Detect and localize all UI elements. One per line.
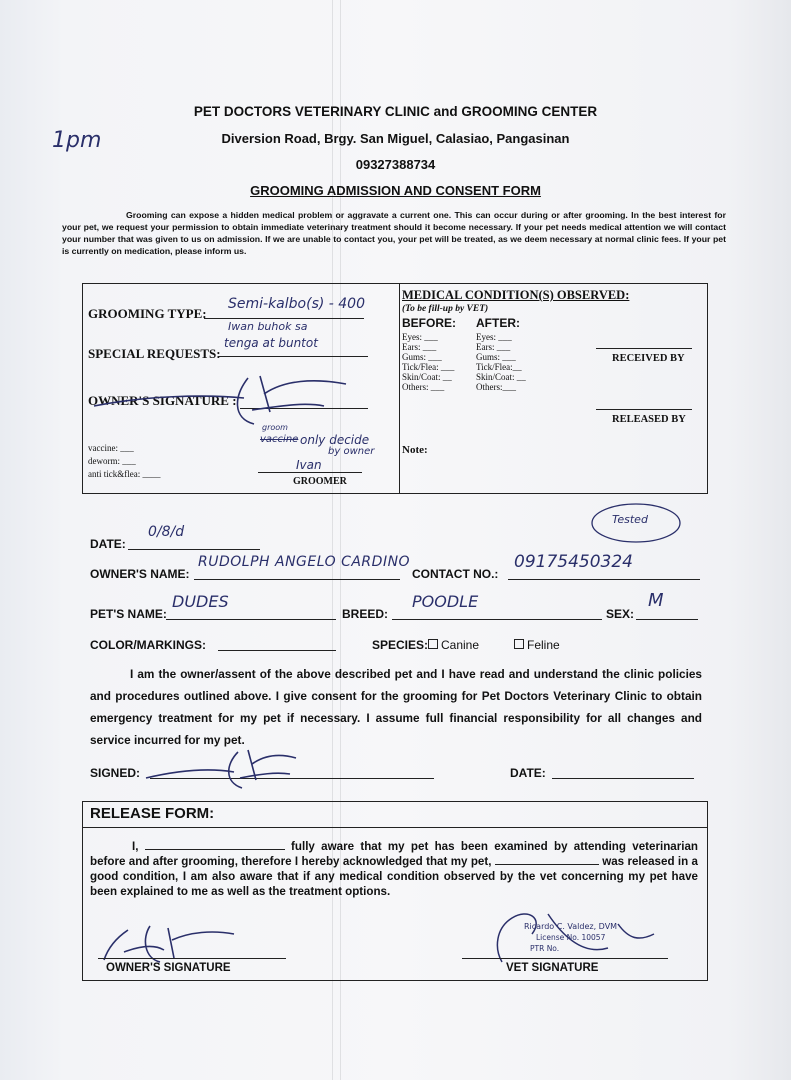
pet-name-label: PET'S NAME: (90, 607, 167, 621)
groomer-name: Ivan (296, 458, 322, 472)
vet-sig-label: VET SIGNATURE (506, 962, 599, 974)
owner-signature-label: OWNER'S SIGNATURE : (88, 393, 237, 408)
feline-checkbox[interactable] (514, 639, 524, 649)
before-ears: Ears: ___ (402, 342, 437, 352)
date-line (128, 549, 260, 550)
before-eyes: Eyes: ___ (402, 332, 438, 342)
sex-value: M (648, 590, 664, 611)
breed-label: BREED: (342, 607, 389, 621)
deworm-label: deworm: ___ (88, 456, 136, 466)
release-text-2: fully aware that my pet has been examined by attending veterinarian before and after grooming, therefore I hereby acknowledged that my pet, (90, 840, 698, 868)
note-by-owner: by owner (328, 446, 375, 457)
owner-name-line (194, 579, 400, 580)
form-title: GROOMING ADMISSION AND CONSENT FORM (250, 183, 541, 198)
release-paragraph (90, 839, 698, 899)
owner-name-value: RUDOLPH ANGELO CARDINO (198, 554, 411, 570)
after-gums: Gums: ___ (476, 352, 516, 362)
release-text-3: was released in a good condition, I am also aware that if any medical condition observed by the vet concerning my pet have been explained to me as well as the treatment options. (90, 855, 699, 898)
release-pet-blank (495, 854, 599, 865)
release-title-rule (82, 827, 708, 828)
breed-line (392, 619, 602, 620)
after-ears: Ears: ___ (476, 342, 511, 352)
sex-label: SEX: (606, 607, 635, 621)
note-label: Note: (402, 444, 428, 456)
consent-paragraph: I am the owner/assent of the above described pet and I have read and understand the clinic policies and procedures outlined above. I give consent for the grooming for Pet Doctors Veterinary Clinic to obtain emergency treatment for my pet if necessary. I assume full financial responsibility for all changes and service incurred for my pet. (90, 667, 702, 747)
signed-date-line (552, 778, 694, 779)
vaccine-label: vaccine: ___ (88, 443, 134, 453)
pet-name-line (166, 619, 336, 620)
feline-label: Feline (527, 638, 560, 652)
groomer-line (258, 472, 362, 473)
after-others: Others:___ (476, 382, 516, 392)
vet-sig-line (462, 958, 668, 959)
vet-stamp-ptr: PTR No. (530, 944, 560, 953)
released-line (596, 409, 692, 410)
vet-stamp-license: License No. 10057 (536, 933, 606, 942)
release-title: RELEASE FORM: (90, 805, 215, 822)
after-list (476, 332, 526, 392)
grooming-type-value-2: Iwan buhok sa (228, 320, 308, 333)
consent-signature-scribble (140, 744, 300, 794)
date-value: 0/8/d (148, 524, 185, 540)
before-skincoat: Skin/Coat: __ (402, 372, 452, 382)
owner-signature-scribble (84, 366, 354, 436)
received-by-label: RECEIVED BY (612, 353, 685, 364)
pet-name-value: DUDES (172, 592, 229, 611)
medical-subtitle: (To be fill-up by VET) (402, 304, 489, 314)
before-tickflea: Tick/Flea: ___ (402, 362, 455, 372)
antitick-label: anti tick&flea: ____ (88, 469, 161, 479)
canine-label: Canine (441, 638, 480, 652)
before-gums: Gums: ___ (402, 352, 442, 362)
clinic-name: PET DOCTORS VETERINARY CLINIC and GROOMING CENTER (193, 104, 598, 119)
medical-title: MEDICAL CONDITION(S) OBSERVED: (402, 288, 630, 302)
after-tickflea: Tick/Flea:__ (476, 362, 522, 372)
before-list (402, 332, 454, 392)
vet-stamp-name: Ricardo C. Valdez, DVM (524, 922, 618, 931)
contact-label: CONTACT NO.: (412, 567, 499, 581)
after-eyes: Eyes: ___ (476, 332, 512, 342)
before-others: Others: ___ (402, 382, 445, 392)
signed-label: SIGNED: (90, 766, 141, 780)
tested-note: Tested (612, 513, 648, 526)
breed-value: POODLE (412, 592, 479, 611)
before-label: BEFORE: (402, 316, 456, 330)
clinic-phone: 09327388734 (355, 157, 436, 172)
species-label: SPECIES: (372, 638, 429, 652)
release-owner-blank (145, 839, 285, 850)
grooming-type-value: Semi-kalbo(s) - 400 (228, 296, 365, 312)
release-owner-signature-scribble (94, 918, 244, 968)
release-owner-sig-line (98, 958, 286, 959)
note-only-decide: only decide (300, 433, 370, 447)
grooming-type-label: GROOMING TYPE: (88, 306, 207, 321)
signed-date-label: DATE: (510, 766, 546, 780)
special-requests-value: tenga at buntot (224, 336, 318, 350)
contact-value: 09175450324 (514, 552, 633, 572)
groomer-label: GROOMER (293, 476, 347, 487)
time-note: 1pm (52, 128, 102, 153)
release-text-1: I, (132, 840, 139, 853)
special-requests-label: SPECIAL REQUESTS: (88, 346, 221, 361)
canine-checkbox[interactable] (428, 639, 438, 649)
color-markings-label: COLOR/MARKINGS: (90, 638, 206, 652)
sex-line (636, 619, 698, 620)
clinic-address: Diversion Road, Brgy. San Miguel, Calasiao, Pangasinan (221, 131, 570, 146)
after-skincoat: Skin/Coat: __ (476, 372, 526, 382)
received-line (596, 348, 692, 349)
released-by-label: RELEASED BY (612, 414, 686, 425)
note-groom: groom (262, 423, 288, 432)
note-vaccine: vaccine (260, 434, 299, 445)
special-requests-line (218, 356, 368, 357)
color-markings-line (218, 650, 336, 651)
contact-line (508, 579, 700, 580)
intro-paragraph: Grooming can expose a hidden medical problem or aggravate a current one. This can occur during or after grooming. In the best interest for your pet, we request your permission to obtain immediate veterinary treatment should it become necessary. If your pet needs medical attention we will contact your number that was given to us on admission. If we are unable to contact you, your pet will be treated, as we deem necessary at normal clinic fees. If your pet is currently on medication, please inform us. (62, 210, 726, 256)
owner-name-label: OWNER'S NAME: (90, 567, 190, 581)
grooming-type-line (204, 318, 364, 319)
release-owner-sig-label: OWNER'S SIGNATURE (106, 962, 231, 974)
date-label: DATE: (90, 537, 126, 551)
after-label: AFTER: (476, 316, 520, 330)
